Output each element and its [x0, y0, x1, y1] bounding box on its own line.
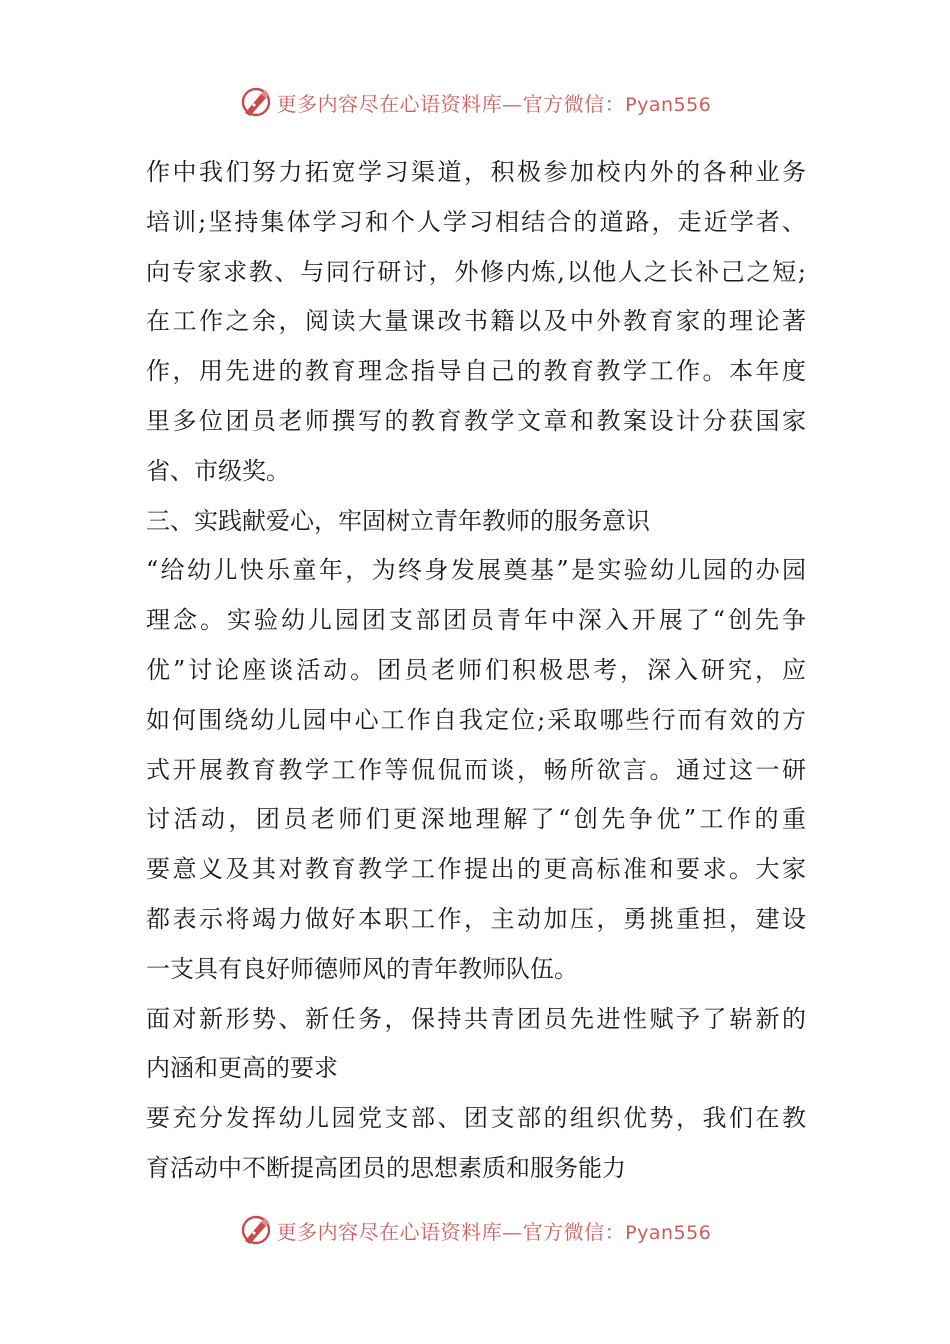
body-text-line: 育活动中不断提高团员的思想素质和服务能力 [146, 1153, 626, 1182]
body-text-line: 都表示将竭力做好本职工作，主动加压，勇挑重担，建设 [146, 904, 806, 933]
body-text-line: 理念。实验幼儿园团支部团员青年中深入开展了“创先争 [146, 606, 806, 635]
footer-banner [0, 1210, 950, 1250]
body-text-line: 优”讨论座谈活动。团员老师们积极思考，深入研究，应 [146, 655, 806, 684]
body-text-line: 省、市级奖。 [146, 456, 290, 485]
header-banner-label: 更多内容尽在心语资料库—官方微信： [276, 91, 626, 116]
body-text-line: “给幼儿快乐童年，为终身发展奠基”是实验幼儿园的办园 [146, 556, 806, 585]
header-banner-text [277, 88, 712, 117]
header-banner [0, 82, 950, 122]
document-body [146, 148, 806, 1194]
body-text-line: 作中我们努力拓宽学习渠道，积极参加校内外的各种业务 [146, 158, 806, 186]
header-wechat-id: Pyan556 [625, 93, 712, 116]
pen-nib-logo-icon [239, 85, 273, 119]
body-text-line: 如何围绕幼儿园中心工作自我定位;采取哪些行而有效的方 [146, 705, 806, 734]
body-text-line: 式开展教育教学工作等侃侃而谈，畅所欲言。通过这一研 [146, 755, 806, 784]
pen-nib-logo-icon [239, 1213, 273, 1247]
body-text-line: 一支具有良好师德师风的青年教师队伍。 [146, 954, 578, 983]
body-text-line: 向专家求教、与同行研讨，外修内炼,以他人之长补己之短; [146, 257, 806, 286]
body-text-line: 讨活动，团员老师们更深地理解了“创先争优”工作的重 [146, 805, 806, 834]
body-text-line: 培训;坚持集体学习和个人学习相结合的道路，走近学者、 [146, 207, 806, 236]
body-text-line: 要充分发挥幼儿园党支部、团支部的组织优势，我们在教 [146, 1104, 806, 1133]
body-text-line: 里多位团员老师撰写的教育教学文章和教案设计分获国家 [146, 406, 806, 435]
body-text-line: 面对新形势、新任务，保持共青团员先进性赋予了崭新的 [146, 1004, 806, 1033]
body-text-line: 内涵和更高的要求 [146, 1054, 338, 1083]
footer-banner-label: 更多内容尽在心语资料库—官方微信： [276, 1219, 626, 1244]
footer-banner-text [277, 1216, 712, 1245]
body-text-line: 要意义及其对教育教学工作提出的更高标准和要求。大家 [146, 855, 806, 884]
body-text-line: 三、实践献爱心，牢固树立青年教师的服务意识 [146, 506, 650, 535]
body-text-line: 在工作之余，阅读大量课改书籍以及中外教育家的理论著 [146, 307, 806, 336]
body-text-line: 作，用先进的教育理念指导自己的教育教学工作。本年度 [146, 357, 806, 386]
footer-wechat-id: Pyan556 [625, 1221, 712, 1244]
